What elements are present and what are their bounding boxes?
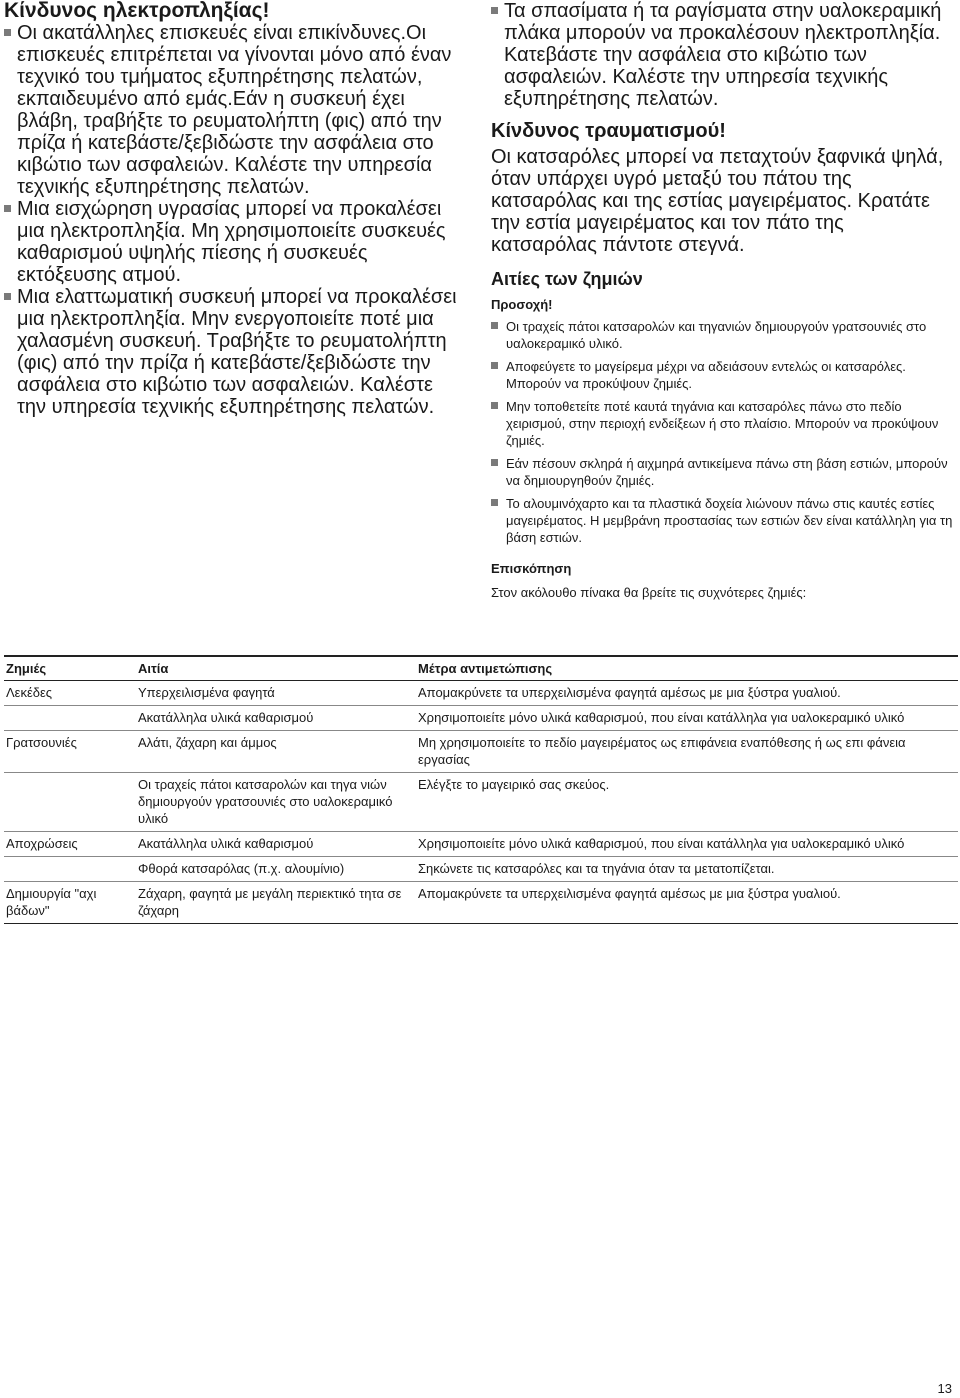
safety-bullet: Μια εισχώρηση υγρασίας μπορεί να προκαλέσει μια ηλεκτροπληξία. Μη χρησιμοποιείτε συσκευές καθαρισμού υψηλής πίεσης ή συσκευές εκτόξευσης ατμού. <box>4 198 466 286</box>
damage-causes-heading: Αιτίες των ζημιών <box>491 269 643 289</box>
page-number: 13 <box>937 1381 952 1396</box>
injury-text: Οι κατσαρόλες μπορεί να πεταχτούν ξαφνικά ψηλά, όταν υπάρχει υγρό μεταξύ του πάτου της κατσαρόλας και της εστίας μαγειρέματος. Κρατάτε την εστία μαγειρέματος και τον πάτο της κατσαρόλας πάντοτε στεγνά. <box>491 146 944 256</box>
remedy-cell: Απομακρύνετε τα υπερχειλισμένα φαγητά αμέσως με μια ξύστρα γυαλιού. <box>416 681 958 706</box>
safety-bullet: Μια ελαττωματική συσκευή μπορεί να προκαλέσει μια ηλεκτροπληξία. Μην ενεργοποιείτε ποτέ μια χαλασμένη συσκευή. Τραβήξτε το ρευματολήπτη (φις) από την πρίζα ή κατεβάστε/ξεβιδώστε την ασφάλεια στο κιβώτιο των ασφαλειών. Καλέστε την υπηρεσία τεχνικής εξυπηρέτησης πελατών. <box>4 286 466 418</box>
remedy-cell: Μη χρησιμοποιείτε το πεδίο μαγειρέματος ως επιφάνεια εναπόθεσης ή ως επι φάνεια εργασίας <box>416 731 958 773</box>
column-header-remedy: Μέτρα αντιμετώπισης <box>416 656 958 681</box>
damage-cell: Γρατσουνιές <box>4 731 136 773</box>
cause-cell: Ζάχαρη, φαγητά με μεγάλη περιεκτικό τητα σε ζάχαρη <box>136 882 416 924</box>
damage-cell: Λεκέδες <box>4 681 136 706</box>
damage-cell <box>4 706 136 731</box>
cause-bullet: Εάν πέσουν σκληρά ή αιχμηρά αντικείμενα πάνω στη βάση εστιών, μπορούν να δημιουργηθούν ζημιές. <box>491 455 953 489</box>
table-row <box>4 731 958 773</box>
remedy-cell: Απομακρύνετε τα υπερχειλισμένα φαγητά αμέσως με μια ξύστρα γυαλιού. <box>416 882 958 924</box>
cause-bullet: Μην τοποθετείτε ποτέ καυτά τηγάνια και κατσαρόλες πάνω στο πεδίο χειρισμού, στην περιοχή ενδείξεων ή στο πλαίσιο. Μπορούν να προκύψουν ζημιές. <box>491 398 953 449</box>
column-header-damage: Ζημιές <box>4 656 136 681</box>
attention-label: Προσοχή! <box>491 297 553 312</box>
remedy-cell: Σηκώνετε τις κατσαρόλες και τα τηγάνια όταν τα μετατοπίζεται. <box>416 857 958 882</box>
cause-bullet: Οι τραχείς πάτοι κατσαρολών και τηγανιών δημιουργούν γρατσουνιές στο υαλοκεραμικό υλικό. <box>491 318 953 352</box>
column-header-cause: Αιτία <box>136 656 416 681</box>
table-row <box>4 882 958 924</box>
table-row <box>4 773 958 832</box>
damage-cell <box>4 773 136 832</box>
electric-shock-heading: Κίνδυνος ηλεκτροπληξίας! <box>4 0 270 22</box>
safety-bullet: Οι ακατάλληλες επισκευές είναι επικίνδυνες.Οι επισκευές επιτρέπεται να γίνονται μόνο από έναν τεχνικό του τμήματος εξυπηρέτησης πελατών, εκπαιδευμένο από εμάς.Εάν η συσκευή έχει βλάβη, τραβήξτε το ρευματολήπτη (φις) από την πρίζα ή κατεβάστε/ξεβιδώστε την ασφάλεια στο κιβώτιο των ασφαλειών. Καλέστε την υπηρεσία τεχνικής εξυπηρέτησης πελατών. <box>4 22 466 198</box>
remedy-cell: Χρησιμοποιείτε μόνο υλικά καθαρισμού, που είναι κατάλληλα για υαλοκεραμικό υλικό <box>416 706 958 731</box>
overview-text: Στον ακόλουθο πίνακα θα βρείτε τις συχνότερες ζημιές: <box>491 585 807 600</box>
safety-bullet: Τα σπασίματα ή τα ραγίσματα στην υαλοκεραμική πλάκα μπορούν να προκαλέσουν ηλεκτροπληξία. Κατεβάστε την ασφάλεια στο κιβώτιο των ασφαλειών. Καλέστε την υπηρεσία τεχνικής εξυπηρέτησης πελατών. <box>491 0 953 110</box>
cause-cell: Υπερχειλισμένα φαγητά <box>136 681 416 706</box>
damage-cell <box>4 857 136 882</box>
table-row <box>4 857 958 882</box>
cause-bullet: Το αλουμινόχαρτο και τα πλαστικά δοχεία λιώνουν πάνω στις καυτές εστίες μαγειρέματος. Η μεμβράνη προστασίας των εστιών δεν είναι κατάλληλη για τη βάση εστιών. <box>491 495 953 546</box>
damage-cell: Δημιουργία "αχι βάδων" <box>4 882 136 924</box>
table-row <box>4 681 958 706</box>
injury-heading: Κίνδυνος τραυματισμού! <box>491 120 726 142</box>
cause-cell: Ακατάλληλα υλικά καθαρισμού <box>136 706 416 731</box>
damage-table <box>4 655 958 924</box>
right-column <box>491 0 953 601</box>
overview-label: Επισκόπηση <box>491 561 572 576</box>
damage-cell: Αποχρώσεις <box>4 832 136 857</box>
cause-cell: Αλάτι, ζάχαρη και άμμος <box>136 731 416 773</box>
left-column <box>4 0 466 418</box>
cause-bullet: Αποφεύγετε το μαγείρεμα μέχρι να αδειάσουν εντελώς οι κατσαρόλες. Μπορούν να προκύψουν ζημιές. <box>491 358 953 392</box>
cause-cell: Φθορά κατσαρόλας (π.χ. αλουμίνιο) <box>136 857 416 882</box>
cause-cell: Οι τραχείς πάτοι κατσαρολών και τηγα νιών δημιουργούν γρατσουνιές στο υαλοκεραμικό υλικό <box>136 773 416 832</box>
remedy-cell: Χρησιμοποιείτε μόνο υλικά καθαρισμού, που είναι κατάλληλα για υαλοκεραμικό υλικό <box>416 832 958 857</box>
table-row <box>4 832 958 857</box>
table-header-row <box>4 656 958 681</box>
remedy-cell: Ελέγξτε το μαγειρικό σας σκεύος. <box>416 773 958 832</box>
table-row <box>4 706 958 731</box>
cause-cell: Ακατάλληλα υλικά καθαρισμού <box>136 832 416 857</box>
